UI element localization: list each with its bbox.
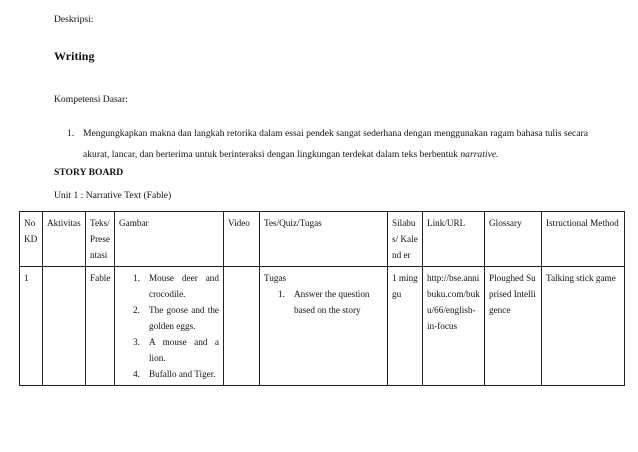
cell-teks: Fable (86, 267, 115, 386)
cell-glossary: Ploughed Suprised Intelligence (485, 267, 542, 386)
gambar-item-3-text: A mouse and a lion. (149, 337, 219, 363)
header-gambar: Gambar (115, 212, 224, 267)
header-glossary: Glossary (485, 212, 542, 267)
gambar-item-2-num: 2. (133, 305, 140, 315)
gambar-item-4 (133, 366, 219, 382)
gambar-item-1-text: Mouse deer and crocodile. (149, 273, 219, 299)
kompetensi-label: Kompetensi Dasar: (54, 94, 128, 105)
cell-aktivitas (43, 267, 86, 386)
deskripsi-label: Deskripsi: (54, 14, 94, 25)
header-video: Video (224, 212, 260, 267)
gambar-item-1-num: 1. (133, 273, 140, 283)
page-title: Writing (54, 49, 95, 63)
header-method: Istructional Method (542, 212, 625, 267)
gambar-item-3 (133, 334, 219, 366)
kd-number: 1. (67, 128, 75, 139)
kd-line-2-text: akurat, lancar, dan berterima untuk berinteraksi dengan lingkungan terdekat dalam teks berbentuk (83, 149, 458, 160)
header-silabus: Silabus/ Kalend er (388, 212, 423, 267)
gambar-item-2 (133, 302, 219, 334)
unit-label: Unit 1 : Narrative Text (Fable) (54, 190, 172, 201)
cell-tes (260, 267, 388, 386)
gambar-item-4-num: 4. (133, 369, 140, 379)
storyboard-heading: STORY BOARD (54, 167, 124, 178)
cell-video (224, 267, 260, 386)
kd-line-2 (83, 149, 498, 160)
tes-item-1-text: Answer the question based on the story (294, 289, 370, 315)
cell-gambar (115, 267, 224, 386)
tes-title: Tugas (264, 273, 287, 283)
header-teks: Teks/ Prese ntasi (86, 212, 115, 267)
tes-item-1 (278, 286, 383, 318)
storyboard-table (19, 211, 625, 386)
header-aktivitas: Aktivitas (43, 212, 86, 267)
cell-silabus: 1 minggu (388, 267, 423, 386)
gambar-item-2-text: The goose and the golden eggs. (149, 305, 219, 331)
kd-line-1: Mengungkapkan makna dan langkah retorika dalam essai pendek sangat sederhana dengan menggunakan ragam bahasa tulis secara (83, 128, 588, 139)
header-no-kd: No KD (20, 212, 43, 267)
header-link: Link/URL (423, 212, 485, 267)
cell-method: Talking stick game (542, 267, 625, 386)
gambar-item-1 (133, 270, 219, 302)
tes-item-1-num: 1. (278, 289, 285, 299)
table-row (20, 267, 625, 386)
table-header-row (20, 212, 625, 267)
header-tes: Tes/Quiz/Tugas (260, 212, 388, 267)
cell-link: http://bse.anni buku.com/buk u/66/english- in-focus (423, 267, 485, 386)
cell-no: 1 (20, 267, 43, 386)
gambar-item-3-num: 3. (133, 337, 140, 347)
kd-line-2-italic: narrative. (460, 149, 499, 160)
gambar-item-4-text: Bufallo and Tiger. (149, 369, 216, 379)
